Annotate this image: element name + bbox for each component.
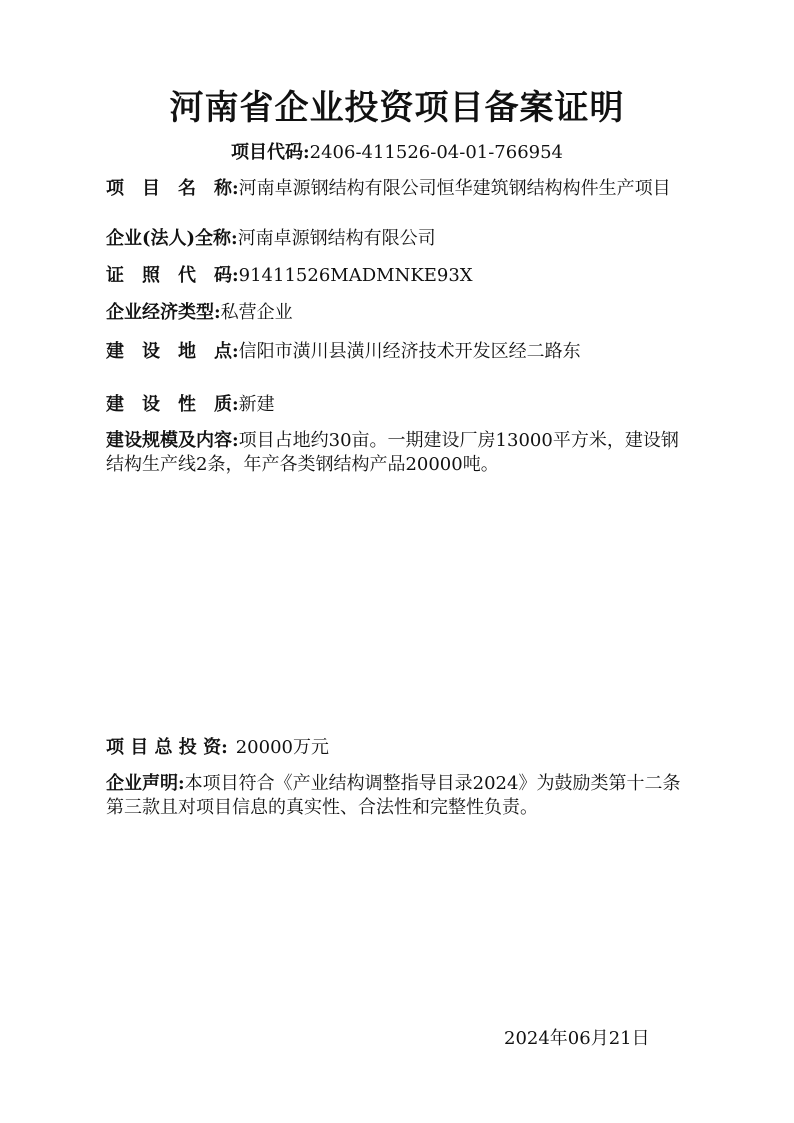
field-label: 证 照 代 码: [106,265,239,286]
field-company-name [106,228,716,250]
project-code-value: 2406-411526-04-01-766954 [309,142,564,163]
statement-label: 企业声明: [106,773,185,794]
field-value: 20000万元 [235,737,329,758]
statement-block [106,772,686,820]
scale-value: 项目占地约30亩。一期建设厂房13000平方米，建设钢结构生产线2条，年产各类钢结构产品20000吨。 [106,430,679,475]
field-project-name [106,178,716,200]
field-value: 河南卓源钢结构有限公司 [237,228,436,249]
field-label: 项 目 总 投 资: [106,737,228,758]
field-economic-type [106,302,716,324]
issue-date: 2024年06月21日 [504,1028,650,1049]
scale-content-block [106,429,686,477]
project-code-label: 项目代码: [230,142,310,163]
document-title: 河南省企业投资项目备案证明 [169,88,625,128]
field-label: 企业经济类型: [106,302,221,323]
field-value: 信阳市潢川县潢川经济技术开发区经二路东 [238,341,581,362]
field-value: 91411526MADMNKE93X [238,265,473,286]
scale-label: 建设规模及内容: [106,430,239,451]
field-investment [106,737,716,759]
field-value: 私营企业 [220,302,293,323]
field-label: 项 目 名 称: [106,178,239,199]
field-label: 建 设 性 质: [106,394,239,415]
field-nature [106,394,716,416]
field-location [106,341,716,363]
field-value: 河南卓源钢结构有限公司恒华建筑钢结构构件生产项目 [238,178,671,199]
field-value: 新建 [238,394,275,415]
field-label: 建 设 地 点: [106,341,239,362]
statement-value: 本项目符合《产业结构调整指导目录2024》为鼓励类第十二条第三款且对项目信息的真实性、合法性和完整性负责。 [106,773,681,818]
field-label: 企业(法人)全称: [106,228,238,249]
project-code-line [0,138,794,164]
field-license-code [106,265,716,287]
